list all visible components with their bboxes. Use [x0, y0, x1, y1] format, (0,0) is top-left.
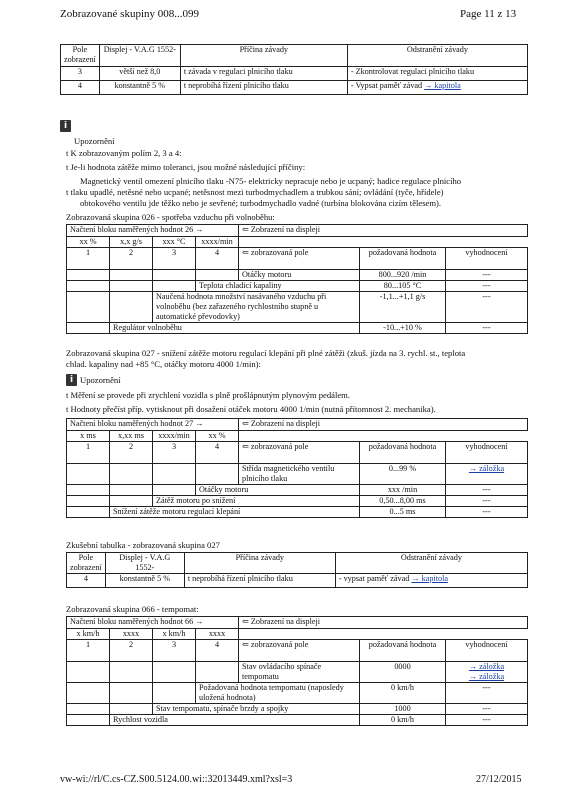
field-num: 4	[196, 640, 239, 662]
measured-block-066	[66, 616, 528, 726]
row-value: 0 km/h	[360, 683, 446, 704]
required-header: požadovaná hodnota	[360, 442, 446, 464]
tab-link[interactable]: → záložka	[468, 662, 505, 671]
row-label: Rychlost vozidla	[110, 715, 360, 726]
required-header: požadovaná hodnota	[360, 248, 446, 270]
unit: x ms	[67, 431, 110, 442]
note-label: Upozornění	[80, 375, 121, 385]
cell: t neprobíhá řízení plnicího tlaku	[180, 81, 347, 95]
note-line: t Hodnoty přečíst příp. vytisknout při dosažení otáček motoru 4000 1/min (nutná přítomnost 2. mechanika).	[66, 404, 436, 414]
row-label: Střída magnetického ventilu plnicího tlaku	[239, 464, 360, 485]
field-num: 2	[110, 248, 153, 270]
row-eval: ---	[446, 704, 528, 715]
field-num: 1	[67, 640, 110, 662]
row-value: 0 km/h	[360, 715, 446, 726]
footer-url: vw-wi://rl/C.cs-CZ.S00.5124.00.wi::32013449.xml?xsl=3	[60, 774, 293, 785]
cell: t závada v regulaci plnicího tlaku	[180, 67, 347, 81]
row-value: -10...+10 %	[360, 323, 446, 334]
row-eval: ---	[446, 683, 528, 704]
note-line: t tlaku upadlé, netěsné nebo ucpané; netěsnost mezi turbodmychadlem a trubkou sání; ovládání (tyče, hřídele)	[66, 187, 444, 197]
row-value: 0...99 %	[360, 464, 446, 485]
row-eval: ---	[446, 270, 528, 281]
test-table	[66, 552, 528, 588]
unit: xxxx	[110, 629, 153, 640]
measured-block-027	[66, 418, 528, 518]
info-icon: i	[60, 120, 71, 132]
cell: 4	[61, 81, 100, 95]
cell: konstantně 5 %	[99, 81, 180, 95]
cell: - Zkontrolovat regulaci plnicího tlaku	[347, 67, 527, 81]
remedy-text: - Vypsat paměť závad	[350, 81, 423, 90]
row-eval: ---	[446, 507, 528, 518]
table-row	[61, 81, 528, 95]
tab-link[interactable]: → záložka	[468, 464, 505, 473]
row-label: Požadovaná hodnota tempomatu (naposledy uložená hodnota)	[196, 683, 360, 704]
read-block-label: Načtení bloku naměřených hodnot 26 →	[67, 225, 239, 237]
col-pole: Pole zobrazení	[67, 553, 106, 574]
fields-label: ⇐ zobrazovaná pole	[239, 442, 360, 464]
display-label: ⇐ Zobrazení na displeji	[239, 419, 528, 431]
unit: xxxx/min	[196, 237, 239, 248]
chapter-link[interactable]: → kapitola	[424, 81, 461, 90]
measured-block-026	[66, 224, 528, 334]
unit: xx %	[67, 237, 110, 248]
fault-table-top	[60, 44, 528, 95]
unit: x,x g/s	[110, 237, 153, 248]
row-value: 1000	[360, 704, 446, 715]
row-eval: ---	[446, 292, 528, 323]
col-odstraneni: Odstranění závady	[347, 45, 527, 67]
col-odstraneni: Odstranění závady	[335, 553, 527, 574]
row-value: 0000	[360, 662, 446, 683]
group-title: Zobrazovaná skupina 026 - spotřeba vzduchu při volnoběhu:	[66, 212, 275, 222]
field-num: 3	[153, 640, 196, 662]
field-num: 3	[153, 248, 196, 270]
eval-header: vyhodnocení	[446, 442, 528, 464]
row-label: Teplota chladicí kapaliny	[196, 281, 360, 292]
table-row	[67, 574, 528, 588]
field-num: 4	[196, 248, 239, 270]
col-pricina: Příčina závady	[184, 553, 335, 574]
group-title-cont: chlad. kapaliny nad +85 °C, otáčky motoru 4000 1/min):	[66, 359, 261, 369]
row-label: Stav ovládacího spínače tempomatu	[239, 662, 360, 683]
eval-header: vyhodnocení	[446, 640, 528, 662]
note-line: Magnetický ventil omezení plnicího tlaku -N75- elektricky nepracuje nebo je ucpaný; hadice regulace plnicího	[80, 176, 462, 186]
field-num: 1	[67, 248, 110, 270]
unit: x km/h	[153, 629, 196, 640]
page-number: Page 11 z 13	[460, 8, 517, 20]
eval-header: vyhodnocení	[446, 248, 528, 270]
row-value: xxx /min	[360, 485, 446, 496]
col-displej: Displej - V.A.G 1552-	[105, 553, 184, 574]
unit: x km/h	[67, 629, 110, 640]
test-table-title: Zkušební tabulka - zobrazovaná skupina 027	[66, 540, 220, 550]
note-line: t Je-li hodnota zátěže mimo toleranci, jsou možné následující příčiny:	[66, 162, 306, 172]
display-label: ⇐ Zobrazení na displeji	[239, 617, 528, 629]
cell: konstantně 5 %	[105, 574, 184, 588]
unit: xx %	[196, 431, 239, 442]
remedy-text: - vypsat paměť závad	[338, 574, 410, 583]
read-block-label: Načtení bloku naměřených hodnot 27 →	[67, 419, 239, 431]
row-eval: ---	[446, 323, 528, 334]
display-label: ⇐ Zobrazení na displeji	[239, 225, 528, 237]
cell: 4	[67, 574, 106, 588]
note-line: obtokového ventilu jde těžko nebo je sevřené; turbodmychadlo vadné (turbína blokována cizím tělesem).	[80, 198, 442, 208]
row-label: Snížení zátěže motoru regulací klepání	[110, 507, 360, 518]
group-title: Zobrazovaná skupina 027 - snížení zátěže motoru regulací klepání při plné zátěži (zkuš. jízda na 3. rychl. st., teplota	[66, 348, 466, 358]
field-num: 2	[110, 640, 153, 662]
cell	[335, 574, 527, 588]
row-label: Stav tempomatu, spínače brzdy a spojky	[153, 704, 360, 715]
row-value: 0,50...8,00 ms	[360, 496, 446, 507]
col-pole: Pole zobrazení	[61, 45, 100, 67]
row-label: Otáčky motoru	[196, 485, 360, 496]
cell: 3	[61, 67, 100, 81]
fields-label: ⇐ zobrazovaná pole	[239, 640, 360, 662]
row-label: Regulátor volnoběhu	[110, 323, 360, 334]
row-value: 0...5 ms	[360, 507, 446, 518]
fields-label: ⇐ zobrazovaná pole	[239, 248, 360, 270]
unit: x,xx ms	[110, 431, 153, 442]
row-eval: ---	[446, 496, 528, 507]
cell: větší než 8,0	[99, 67, 180, 81]
note-label: Upozornění	[74, 136, 115, 146]
row-label: Zátěž motoru po snížení	[153, 496, 360, 507]
unit: xxx °C	[153, 237, 196, 248]
field-num: 2	[110, 442, 153, 464]
field-num: 3	[153, 442, 196, 464]
required-header: požadovaná hodnota	[360, 640, 446, 662]
unit: xxxx/min	[153, 431, 196, 442]
info-icon: i	[66, 374, 77, 386]
row-value: 800...920 /min	[360, 270, 446, 281]
note-line: t K zobrazovaným polím 2, 3 a 4:	[66, 148, 182, 158]
col-displej: Displej - V.A.G 1552-	[99, 45, 180, 67]
row-label: Naučená hodnota množství nasávaného vzduchu při volnoběhu (bez zařazeného rychlostního stupně u automatické převodovky)	[153, 292, 360, 323]
chapter-link[interactable]: → kapitola	[411, 574, 449, 583]
unit: xxxx	[196, 629, 239, 640]
field-num: 1	[67, 442, 110, 464]
row-eval: ---	[446, 715, 528, 726]
group-title: Zobrazovaná skupina 066 - tempomat:	[66, 604, 199, 614]
page-header-title: Zobrazované skupiny 008...099	[60, 8, 199, 20]
read-block-label: Načtení bloku naměřených hodnot 66 →	[67, 617, 239, 629]
field-num: 4	[196, 442, 239, 464]
cell: t neprobíhá řízení plnicího tlaku	[184, 574, 335, 588]
row-eval: ---	[446, 281, 528, 292]
row-value: -1,1...+1,1 g/s	[360, 292, 446, 323]
col-pricina: Příčina závady	[180, 45, 347, 67]
note-line: t Měření se provede při zrychlení vozidla s plně prošlápnutým plynovým pedálem.	[66, 390, 350, 400]
table-row	[61, 67, 528, 81]
tab-link[interactable]: → záložka	[468, 672, 505, 681]
footer-date: 27/12/2015	[476, 774, 522, 785]
row-label: Otáčky motoru	[239, 270, 360, 281]
row-value: 80...105 °C	[360, 281, 446, 292]
row-eval: ---	[446, 485, 528, 496]
cell	[347, 81, 527, 95]
